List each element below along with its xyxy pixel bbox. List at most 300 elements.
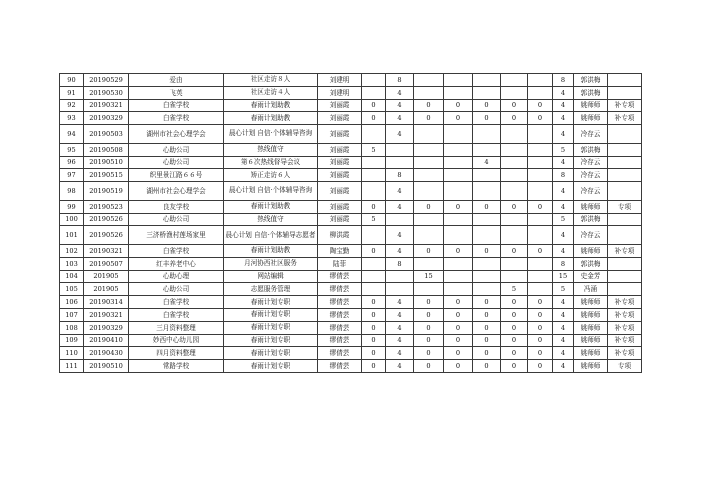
note-cell <box>608 182 642 201</box>
hours-col7-cell <box>528 213 553 226</box>
note-cell: 补专项 <box>608 334 642 347</box>
hours-col3-cell: 0 <box>414 334 444 347</box>
row-number-cell: 90 <box>60 74 84 87</box>
hours-col1-cell: 5 <box>362 143 386 156</box>
date-cell: 20190321 <box>84 99 129 112</box>
date-cell: 20190526 <box>84 226 129 245</box>
hours-col6-cell <box>501 156 528 169</box>
row-number-cell: 94 <box>60 125 84 144</box>
volunteer-cell: 刘丽霞 <box>318 112 362 125</box>
hours-col4-cell <box>444 226 473 245</box>
unit-cell: 飞英 <box>129 86 224 99</box>
activity-cell: 矫正走访６人 <box>224 169 318 182</box>
hours-col1-cell: 5 <box>362 213 386 226</box>
unit-cell: 白雀学校 <box>129 244 224 257</box>
hours-col6-cell <box>501 143 528 156</box>
reviewer-cell: 冯涌 <box>574 283 608 296</box>
hours-col6-cell: 0 <box>501 334 528 347</box>
reviewer-cell: 姚师师 <box>574 296 608 309</box>
hours-col3-cell: 0 <box>414 321 444 334</box>
note-cell <box>608 257 642 270</box>
date-cell: 20190503 <box>84 125 129 144</box>
volunteer-cell: 刘建明 <box>318 86 362 99</box>
note-cell: 专项 <box>608 360 642 373</box>
row-number-cell: 106 <box>60 296 84 309</box>
row-number-cell: 103 <box>60 257 84 270</box>
unit-cell: 心助公司 <box>129 143 224 156</box>
hours-col6-cell: 0 <box>501 112 528 125</box>
note-cell <box>608 125 642 144</box>
row-number-cell: 91 <box>60 86 84 99</box>
total-hours-cell: 8 <box>553 169 574 182</box>
hours-col3-cell: 0 <box>414 296 444 309</box>
hours-col4-cell <box>444 257 473 270</box>
row-number-cell: 105 <box>60 283 84 296</box>
hours-col1-cell: 0 <box>362 200 386 213</box>
total-hours-cell: 4 <box>553 200 574 213</box>
hours-col3-cell <box>414 86 444 99</box>
hours-col1-cell: 0 <box>362 112 386 125</box>
activity-cell: 社区走访４人 <box>224 86 318 99</box>
hours-col3-cell <box>414 74 444 87</box>
hours-col3-cell <box>414 226 444 245</box>
hours-col5-cell <box>473 257 501 270</box>
hours-col5-cell: 0 <box>473 360 501 373</box>
unit-cell: 湖州市社会心理学会 <box>129 182 224 201</box>
activity-cell: 晨心计划 自信·个体辅导志愿者 <box>224 226 318 245</box>
unit-cell: 白雀学校 <box>129 112 224 125</box>
hours-col7-cell <box>528 270 553 283</box>
hours-col5-cell <box>473 169 501 182</box>
hours-col7-cell: 0 <box>528 200 553 213</box>
hours-col5-cell <box>473 143 501 156</box>
hours-col3-cell: 0 <box>414 112 444 125</box>
volunteer-cell: 刘建明 <box>318 74 362 87</box>
hours-col2-cell: 4 <box>386 334 414 347</box>
hours-col2-cell: 4 <box>386 99 414 112</box>
table-row <box>60 308 642 321</box>
table-row <box>60 200 642 213</box>
row-number-cell: 102 <box>60 244 84 257</box>
table-row <box>60 257 642 270</box>
unit-cell: 织里景江路６６号 <box>129 169 224 182</box>
date-cell: 20190507 <box>84 257 129 270</box>
total-hours-cell: 4 <box>553 308 574 321</box>
hours-col1-cell: 0 <box>362 99 386 112</box>
hours-col6-cell <box>501 257 528 270</box>
table-row <box>60 213 642 226</box>
hours-col3-cell: 0 <box>414 360 444 373</box>
hours-col7-cell: 0 <box>528 308 553 321</box>
unit-cell: 心助公司 <box>129 213 224 226</box>
date-cell: 20190329 <box>84 112 129 125</box>
hours-col6-cell <box>501 270 528 283</box>
note-cell <box>608 213 642 226</box>
volunteer-cell: 刘丽霞 <box>318 182 362 201</box>
hours-col7-cell: 0 <box>528 99 553 112</box>
activity-cell: 热线值守 <box>224 213 318 226</box>
reviewer-cell: 姚师师 <box>574 347 608 360</box>
row-number-cell: 99 <box>60 200 84 213</box>
hours-col2-cell <box>386 283 414 296</box>
hours-col2-cell: 4 <box>386 308 414 321</box>
hours-col1-cell <box>362 182 386 201</box>
hours-col4-cell: 0 <box>444 347 473 360</box>
table-row <box>60 283 642 296</box>
total-hours-cell: 4 <box>553 321 574 334</box>
volunteer-cell: 缪倩芸 <box>318 296 362 309</box>
hours-col1-cell: 0 <box>362 308 386 321</box>
hours-col3-cell <box>414 257 444 270</box>
table-row <box>60 74 642 87</box>
unit-cell: 良友学校 <box>129 200 224 213</box>
table-row <box>60 296 642 309</box>
hours-col6-cell: 0 <box>501 244 528 257</box>
date-cell: 20190430 <box>84 347 129 360</box>
hours-col2-cell: 4 <box>386 182 414 201</box>
table-row <box>60 169 642 182</box>
activity-cell: 春雨计划专职 <box>224 334 318 347</box>
date-cell: 20190329 <box>84 321 129 334</box>
hours-col5-cell: 0 <box>473 244 501 257</box>
volunteer-cell: 刘丽霞 <box>318 213 362 226</box>
volunteer-cell: 刘丽霞 <box>318 143 362 156</box>
hours-col4-cell <box>444 143 473 156</box>
hours-col7-cell <box>528 169 553 182</box>
hours-col5-cell: 4 <box>473 156 501 169</box>
total-hours-cell: 8 <box>553 257 574 270</box>
table-row <box>60 156 642 169</box>
total-hours-cell: 4 <box>553 244 574 257</box>
total-hours-cell: 4 <box>553 334 574 347</box>
hours-col1-cell: 0 <box>362 321 386 334</box>
hours-col5-cell <box>473 270 501 283</box>
hours-col1-cell <box>362 283 386 296</box>
hours-col1-cell <box>362 86 386 99</box>
unit-cell: 湖州市社会心理学会 <box>129 125 224 144</box>
date-cell: 20190321 <box>84 244 129 257</box>
note-cell <box>608 270 642 283</box>
table-row <box>60 360 642 373</box>
row-number-cell: 109 <box>60 334 84 347</box>
total-hours-cell: 4 <box>553 360 574 373</box>
hours-col3-cell <box>414 156 444 169</box>
total-hours-cell: 4 <box>553 112 574 125</box>
hours-col2-cell <box>386 143 414 156</box>
hours-col4-cell: 0 <box>444 296 473 309</box>
reviewer-cell: 姚师师 <box>574 360 608 373</box>
reviewer-cell: 姚师师 <box>574 112 608 125</box>
hours-col3-cell: 0 <box>414 200 444 213</box>
hours-col4-cell: 0 <box>444 112 473 125</box>
volunteer-cell: 缪倩芸 <box>318 283 362 296</box>
hours-col5-cell <box>473 226 501 245</box>
activity-cell: 社区走访８人 <box>224 74 318 87</box>
hours-col7-cell: 0 <box>528 244 553 257</box>
total-hours-cell: 4 <box>553 99 574 112</box>
activity-cell: 春雨计划助教 <box>224 99 318 112</box>
hours-col2-cell: 4 <box>386 112 414 125</box>
row-number-cell: 98 <box>60 182 84 201</box>
activity-cell: 月河协西社区服务 <box>224 257 318 270</box>
hours-col3-cell <box>414 143 444 156</box>
total-hours-cell: 5 <box>553 283 574 296</box>
hours-col3-cell <box>414 169 444 182</box>
hours-col2-cell <box>386 213 414 226</box>
hours-col4-cell: 0 <box>444 321 473 334</box>
date-cell: 20190530 <box>84 86 129 99</box>
volunteer-cell: 刘丽霞 <box>318 125 362 144</box>
note-cell <box>608 283 642 296</box>
activity-cell: 春雨计划专职 <box>224 308 318 321</box>
activity-cell: 网站编辑 <box>224 270 318 283</box>
hours-col5-cell <box>473 74 501 87</box>
total-hours-cell: 4 <box>553 156 574 169</box>
reviewer-cell: 冷存云 <box>574 156 608 169</box>
hours-col5-cell: 0 <box>473 200 501 213</box>
hours-col2-cell: 4 <box>386 125 414 144</box>
volunteer-cell: 缪倩芸 <box>318 334 362 347</box>
unit-cell: 三月资料整理 <box>129 321 224 334</box>
hours-col3-cell: 0 <box>414 308 444 321</box>
hours-col6-cell <box>501 86 528 99</box>
hours-col7-cell: 0 <box>528 296 553 309</box>
volunteer-cell: 陆菲 <box>318 257 362 270</box>
hours-col5-cell: 0 <box>473 334 501 347</box>
hours-col1-cell: 0 <box>362 334 386 347</box>
activity-cell: 春雨计划助教 <box>224 244 318 257</box>
hours-col2-cell: 4 <box>386 321 414 334</box>
total-hours-cell: 4 <box>553 86 574 99</box>
hours-col5-cell: 0 <box>473 296 501 309</box>
row-number-cell: 104 <box>60 270 84 283</box>
table-row <box>60 226 642 245</box>
date-cell: 201905 <box>84 270 129 283</box>
unit-cell: 三济桥渔村莲场家里 <box>129 226 224 245</box>
volunteer-cell: 刘丽霞 <box>318 156 362 169</box>
hours-col1-cell <box>362 125 386 144</box>
hours-col4-cell <box>444 283 473 296</box>
row-number-cell: 95 <box>60 143 84 156</box>
volunteer-cell: 缪倩芸 <box>318 347 362 360</box>
unit-cell: 白雀学校 <box>129 308 224 321</box>
row-number-cell: 92 <box>60 99 84 112</box>
hours-col4-cell <box>444 86 473 99</box>
hours-col1-cell <box>362 270 386 283</box>
activity-cell: 晨心计划 自信·个体辅导咨询 <box>224 182 318 201</box>
activity-cell: 春雨计划专职 <box>224 360 318 373</box>
hours-col2-cell: 8 <box>386 169 414 182</box>
total-hours-cell: 15 <box>553 270 574 283</box>
reviewer-cell: 史金芳 <box>574 270 608 283</box>
hours-col4-cell <box>444 182 473 201</box>
note-cell: 补专项 <box>608 244 642 257</box>
hours-col5-cell: 0 <box>473 308 501 321</box>
hours-col7-cell <box>528 86 553 99</box>
hours-col5-cell <box>473 283 501 296</box>
activity-cell: 春雨计划专职 <box>224 321 318 334</box>
unit-cell: 妙西中心幼儿园 <box>129 334 224 347</box>
hours-col4-cell <box>444 156 473 169</box>
reviewer-cell: 姚师师 <box>574 200 608 213</box>
unit-cell: 心助公司 <box>129 156 224 169</box>
volunteer-cell: 缪倩芸 <box>318 321 362 334</box>
records-table <box>59 73 642 373</box>
hours-col7-cell: 0 <box>528 334 553 347</box>
hours-col6-cell: 0 <box>501 360 528 373</box>
hours-col5-cell: 0 <box>473 99 501 112</box>
volunteer-cell: 刘丽霞 <box>318 169 362 182</box>
hours-col3-cell <box>414 182 444 201</box>
hours-col1-cell <box>362 257 386 270</box>
hours-col2-cell <box>386 156 414 169</box>
table-row <box>60 112 642 125</box>
activity-cell: 春雨计划专职 <box>224 296 318 309</box>
reviewer-cell: 姚师师 <box>574 334 608 347</box>
row-number-cell: 96 <box>60 156 84 169</box>
hours-col1-cell: 0 <box>362 244 386 257</box>
table-row <box>60 347 642 360</box>
volunteer-cell: 刘丽霞 <box>318 200 362 213</box>
activity-cell: 春雨计划助教 <box>224 112 318 125</box>
row-number-cell: 97 <box>60 169 84 182</box>
hours-col4-cell <box>444 169 473 182</box>
hours-col3-cell: 0 <box>414 347 444 360</box>
total-hours-cell: 4 <box>553 125 574 144</box>
table-row <box>60 321 642 334</box>
date-cell: 201905 <box>84 283 129 296</box>
unit-cell: 四月资料整理 <box>129 347 224 360</box>
total-hours-cell: 4 <box>553 226 574 245</box>
hours-col7-cell: 0 <box>528 112 553 125</box>
row-number-cell: 101 <box>60 226 84 245</box>
hours-col6-cell: 0 <box>501 200 528 213</box>
hours-col4-cell <box>444 270 473 283</box>
volunteer-cell: 柳洪霞 <box>318 226 362 245</box>
hours-col7-cell: 0 <box>528 321 553 334</box>
hours-col6-cell: 0 <box>501 296 528 309</box>
hours-col7-cell <box>528 143 553 156</box>
hours-col4-cell <box>444 125 473 144</box>
row-number-cell: 111 <box>60 360 84 373</box>
unit-cell: 心助公司 <box>129 283 224 296</box>
activity-cell: 春雨计划助教 <box>224 200 318 213</box>
hours-col7-cell <box>528 283 553 296</box>
hours-col2-cell: 4 <box>386 347 414 360</box>
total-hours-cell: 4 <box>553 347 574 360</box>
reviewer-cell: 郭洪梅 <box>574 213 608 226</box>
table-row <box>60 99 642 112</box>
volunteer-cell: 缪倩芸 <box>318 360 362 373</box>
table-body <box>60 74 642 373</box>
note-cell: 补专项 <box>608 321 642 334</box>
reviewer-cell: 郭洪梅 <box>574 143 608 156</box>
reviewer-cell: 郭洪梅 <box>574 74 608 87</box>
hours-col5-cell <box>473 86 501 99</box>
hours-col4-cell: 0 <box>444 334 473 347</box>
table-row <box>60 270 642 283</box>
note-cell: 专项 <box>608 200 642 213</box>
date-cell: 20190510 <box>84 156 129 169</box>
hours-col7-cell: 0 <box>528 360 553 373</box>
hours-col1-cell <box>362 226 386 245</box>
row-number-cell: 93 <box>60 112 84 125</box>
row-number-cell: 107 <box>60 308 84 321</box>
table-row <box>60 86 642 99</box>
note-cell: 补专项 <box>608 99 642 112</box>
hours-col7-cell: 0 <box>528 347 553 360</box>
date-cell: 20190526 <box>84 213 129 226</box>
hours-col5-cell: 0 <box>473 112 501 125</box>
hours-col2-cell: 4 <box>386 244 414 257</box>
hours-col1-cell: 0 <box>362 360 386 373</box>
activity-cell: 晨心计划 自信·个体辅导咨询 <box>224 125 318 144</box>
note-cell <box>608 74 642 87</box>
table-row <box>60 334 642 347</box>
activity-cell: 热线值守 <box>224 143 318 156</box>
hours-col6-cell <box>501 213 528 226</box>
date-cell: 20190519 <box>84 182 129 201</box>
hours-col6-cell <box>501 74 528 87</box>
hours-col3-cell <box>414 283 444 296</box>
volunteer-cell: 缪倩芸 <box>318 270 362 283</box>
volunteer-cell: 刘丽霞 <box>318 99 362 112</box>
unit-cell: 常路学校 <box>129 360 224 373</box>
date-cell: 20190321 <box>84 308 129 321</box>
hours-col6-cell <box>501 226 528 245</box>
date-cell: 20190529 <box>84 74 129 87</box>
total-hours-cell: 5 <box>553 143 574 156</box>
total-hours-cell: 4 <box>553 296 574 309</box>
hours-col1-cell <box>362 169 386 182</box>
note-cell <box>608 143 642 156</box>
hours-col2-cell: 4 <box>386 226 414 245</box>
note-cell: 补专项 <box>608 296 642 309</box>
hours-col6-cell: 0 <box>501 321 528 334</box>
hours-col2-cell: 8 <box>386 257 414 270</box>
hours-col4-cell: 0 <box>444 360 473 373</box>
hours-col6-cell <box>501 125 528 144</box>
hours-col5-cell <box>473 182 501 201</box>
hours-col6-cell: 5 <box>501 283 528 296</box>
hours-col4-cell: 0 <box>444 99 473 112</box>
unit-cell: 爱由 <box>129 74 224 87</box>
hours-col3-cell: 15 <box>414 270 444 283</box>
hours-col3-cell <box>414 213 444 226</box>
unit-cell: 心助心理 <box>129 270 224 283</box>
hours-col4-cell: 0 <box>444 200 473 213</box>
hours-col4-cell: 0 <box>444 308 473 321</box>
activity-cell: 春雨计划专职 <box>224 347 318 360</box>
row-number-cell: 100 <box>60 213 84 226</box>
note-cell <box>608 86 642 99</box>
note-cell <box>608 156 642 169</box>
unit-cell: 白雀学校 <box>129 99 224 112</box>
reviewer-cell: 冷存云 <box>574 226 608 245</box>
reviewer-cell: 冷存云 <box>574 169 608 182</box>
reviewer-cell: 姚师师 <box>574 244 608 257</box>
volunteer-cell: 陶宝勤 <box>318 244 362 257</box>
hours-col7-cell <box>528 74 553 87</box>
hours-col1-cell <box>362 74 386 87</box>
total-hours-cell: 4 <box>553 182 574 201</box>
hours-col7-cell <box>528 156 553 169</box>
table-row <box>60 143 642 156</box>
hours-col6-cell: 0 <box>501 99 528 112</box>
hours-col2-cell: 4 <box>386 86 414 99</box>
hours-col6-cell: 0 <box>501 347 528 360</box>
hours-col1-cell: 0 <box>362 296 386 309</box>
